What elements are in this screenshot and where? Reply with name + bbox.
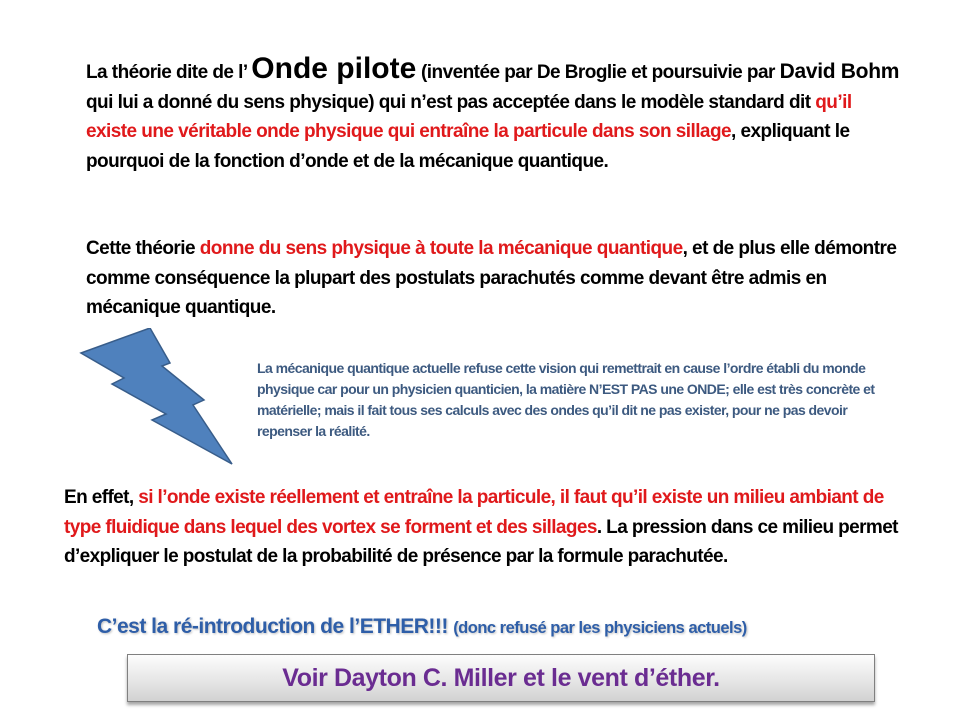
red-emphasis: qu’il existe une véritable onde physique qui entraîne la particule dans son sillage xyxy=(86,91,852,142)
paragraph-en-effet xyxy=(64,483,914,572)
paragraph-onde-pilote xyxy=(86,54,906,176)
side-note: La mécanique quantique actuelle refuse cette vision qui remettrait en cause l’ordre établi du monde physique car pour un physicien quanticien, la matière N’EST PAS une ONDE; elle est très concrète et matérielle; mais il fait tous ses calculs avec des ondes qu’il dit ne pas exister, pour ne pas devoir repenser la réalité. xyxy=(257,360,875,439)
text: Cette théorie xyxy=(86,238,200,259)
paragraph-sens-physique xyxy=(86,234,906,323)
text: , et de plus elle démontre comme conséquence la plupart des postulats parachutés comme devant être admis en mécanique quantique. xyxy=(86,238,897,318)
text: La théorie dite de l’ xyxy=(86,62,252,83)
text: En effet, xyxy=(64,487,139,508)
red-emphasis: si l’onde existe réellement et entraîne la particule, il faut qu’il existe un milieu ambiant de type fluidique dans lequel des vortex se forment et des sillages xyxy=(64,487,884,538)
text: (inventée par De Broglie et poursuivie par xyxy=(416,62,780,83)
red-emphasis: donne du sens physique à toute la mécanique quantique xyxy=(199,238,683,259)
lightning-bolt-icon xyxy=(78,328,238,470)
ether-statement xyxy=(97,615,917,639)
miller-box xyxy=(127,654,875,702)
ether-main: C’est la ré-introduction de l’ETHER!!! xyxy=(97,615,454,638)
ether-aside: (donc refusé par les physiciens actuels) xyxy=(453,619,747,637)
term-onde-pilote: Onde pilote xyxy=(251,52,417,85)
name-david-bohm: David Bohm xyxy=(779,60,900,83)
text: qui lui a donné du sens physique) qui n’est pas acceptée dans le modèle standard dit xyxy=(86,91,816,113)
text: . La pression dans ce milieu permet d’expliquer le postulat de la probabilité de présence par la formule parachutée. xyxy=(64,516,898,567)
miller-label: Voir Dayton C. Miller et le vent d’éther. xyxy=(282,663,720,692)
text: , expliquant le pourquoi de la fonction d’onde et de la mécanique quantique. xyxy=(86,121,850,172)
